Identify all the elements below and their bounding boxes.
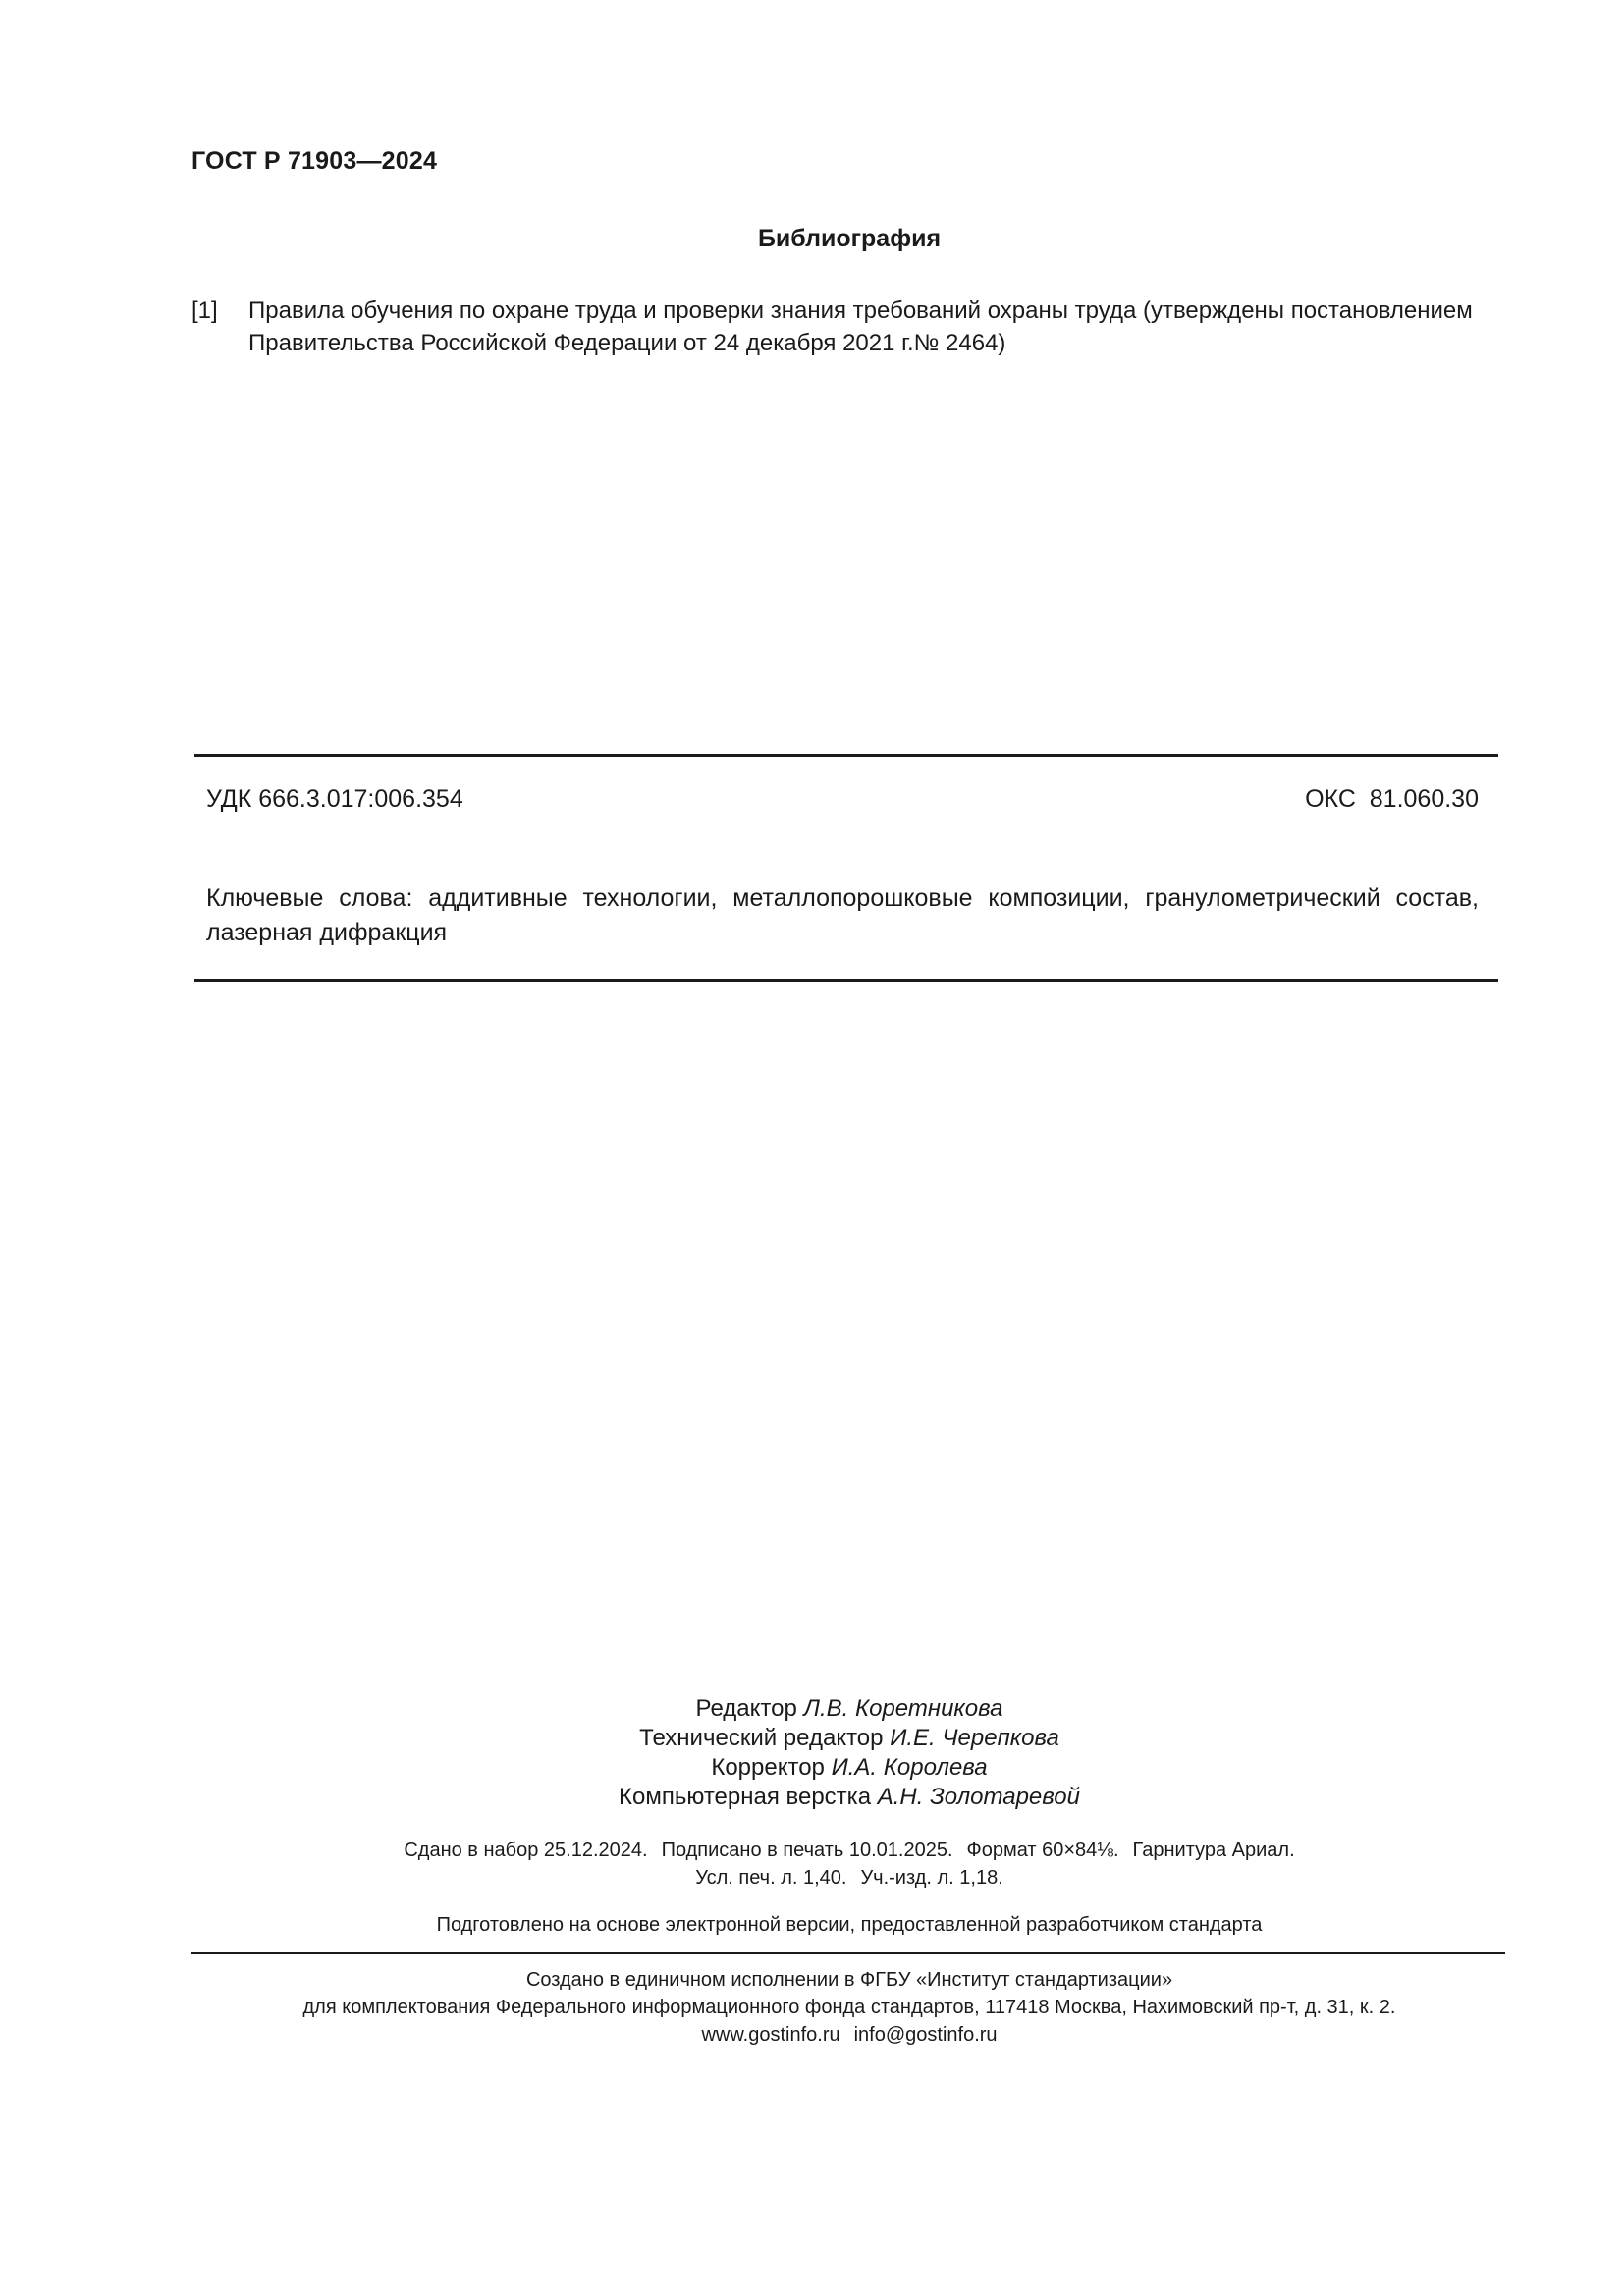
- footer-rule: [191, 1952, 1505, 1954]
- imprint-typeface: Гарнитура Ариал.: [1132, 1840, 1295, 1861]
- standard-id-header: ГОСТ Р 71903—2024: [191, 147, 438, 175]
- credit-editor: [191, 1694, 1507, 1724]
- imprint-format: Формат 60×84⅛.: [966, 1840, 1119, 1861]
- bibliography-item-number: [1]: [191, 297, 218, 324]
- credit-role: Редактор: [695, 1695, 797, 1722]
- imprint-publisher-sheets: Уч.-изд. л. 1,18.: [860, 1867, 1003, 1889]
- bibliography-title: Библиография: [757, 225, 942, 252]
- credit-name: И.А. Королева: [831, 1754, 988, 1781]
- credit-proofreader: [191, 1753, 1507, 1783]
- footer-line-1: Создано в единичном исполнении в ФГБУ «Институт стандартизации»: [525, 1969, 1173, 1991]
- credit-role: Корректор: [711, 1754, 825, 1781]
- credits-block: [191, 1694, 1507, 1812]
- credit-layout: [191, 1783, 1507, 1812]
- bibliography-item-text: Правила обучения по охране труда и проверки знания требований охраны труда (утверждены постановлением Правительства Российской Федерации от 24 декабря 2021 г.№ 2464): [248, 297, 1473, 356]
- udk-code: УДК 666.3.017:006.354: [206, 785, 463, 813]
- imprint-block: [191, 1837, 1507, 1892]
- credit-technical-editor: [191, 1724, 1507, 1753]
- credit-role: Технический редактор: [639, 1725, 884, 1751]
- credit-role: Компьютерная верстка: [619, 1784, 872, 1810]
- classification-top-rule: [194, 754, 1498, 757]
- credit-name: И.Е. Черепкова: [890, 1725, 1059, 1751]
- footer-contacts: [191, 2021, 1507, 2049]
- imprint-signed: Подписано в печать 10.01.2025.: [661, 1840, 953, 1861]
- oks-code: ОКС 81.060.30: [1305, 785, 1479, 813]
- classification-row: [206, 785, 1479, 814]
- footer-line-2: для комплектования Федерального информационного фонда стандартов, 117418 Москва, Нахимовский пр-т, д. 31, к. 2.: [302, 1997, 1396, 2018]
- footer-website-link[interactable]: www.gostinfo.ru: [701, 2024, 840, 2046]
- footer-block: [191, 1966, 1507, 2049]
- imprint-line-2: [191, 1864, 1507, 1892]
- classification-bottom-rule: [194, 979, 1498, 982]
- credit-name: Л.В. Коретникова: [803, 1695, 1003, 1722]
- imprint-submitted: Сдано в набор 25.12.2024.: [404, 1840, 648, 1861]
- keywords-text: Ключевые слова: аддитивные технологии, металлопорошковые композиции, гранулометрический состав, лазерная дифракция: [206, 884, 1479, 946]
- prepared-note: Подготовлено на основе электронной версии, предоставленной разработчиком стандарта: [436, 1914, 1263, 1936]
- imprint-line-1: [191, 1837, 1507, 1864]
- imprint-print-sheets: Усл. печ. л. 1,40.: [695, 1867, 847, 1889]
- credit-name: А.Н. Золотаревой: [877, 1784, 1080, 1810]
- footer-email-link[interactable]: info@gostinfo.ru: [853, 2024, 998, 2046]
